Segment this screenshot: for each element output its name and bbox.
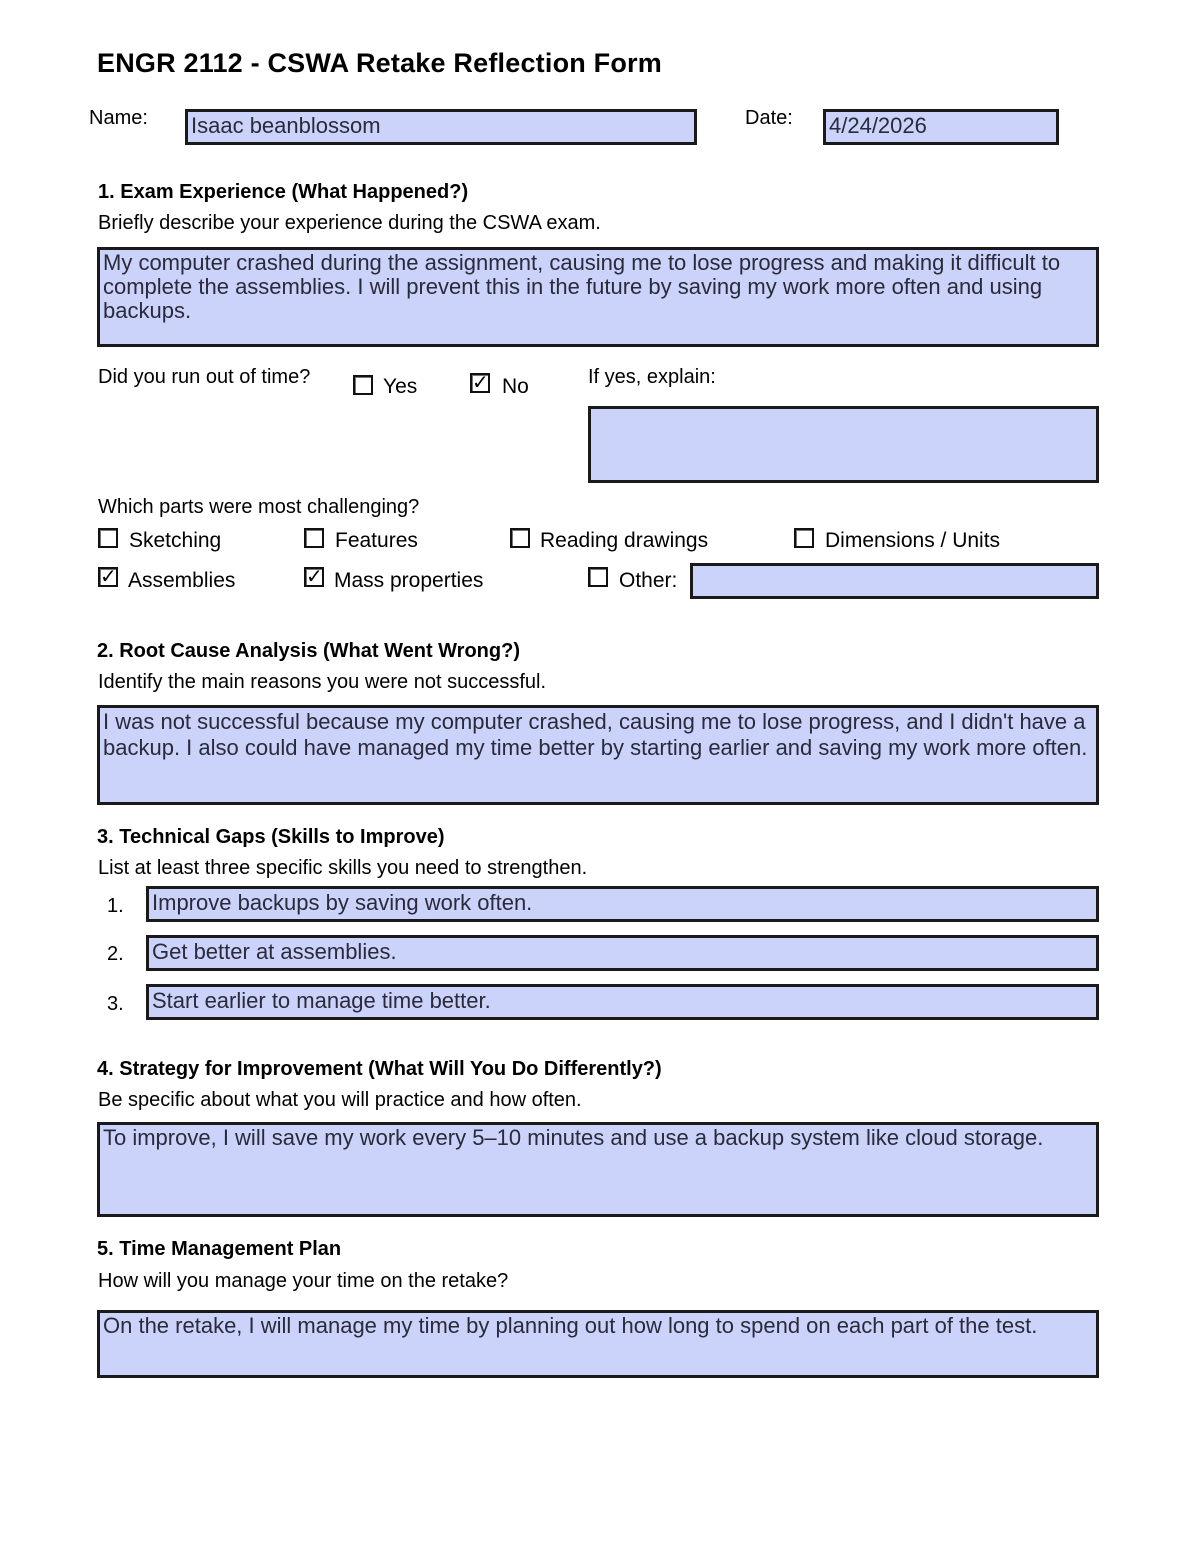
skill-number: 3.: [107, 993, 124, 1015]
section2-heading: 2. Root Cause Analysis (What Went Wrong?): [97, 640, 520, 662]
checkmark-icon: ✓: [472, 372, 489, 394]
sketching-label: Sketching: [129, 529, 222, 552]
other-label: Other:: [619, 569, 678, 592]
section3-prompt: List at least three specific skills you need to strengthen.: [98, 857, 588, 879]
checkmark-icon: ✓: [100, 566, 117, 588]
no-checkbox[interactable]: [470, 373, 490, 393]
features-label: Features: [335, 529, 418, 552]
skill-number: 2.: [107, 943, 124, 965]
date-label: Date:: [745, 107, 793, 129]
skill-number: 1.: [107, 895, 124, 917]
exam-experience-field[interactable]: My computer crashed during the assignment, causing me to lose progress and making it difficult to complete the assemblies. I will prevent this in the future by saving my work more often and using backups.: [97, 247, 1099, 347]
root-cause-field[interactable]: I was not successful because my computer crashed, causing me to lose progress, and I didn't have a backup. I also could have managed my time better by starting earlier and saving my work more often.: [97, 705, 1099, 805]
challenge-prompt: Which parts were most challenging?: [98, 496, 420, 518]
dimensions-units-checkbox[interactable]: [794, 528, 814, 548]
explain-label: If yes, explain:: [588, 366, 716, 388]
no-label: No: [502, 375, 529, 398]
skill-field-2[interactable]: Get better at assemblies.: [146, 935, 1099, 971]
skill-field-3[interactable]: Start earlier to manage time better.: [146, 984, 1099, 1020]
dimensions-units-label: Dimensions / Units: [825, 529, 1001, 552]
features-checkbox[interactable]: [304, 528, 324, 548]
other-checkbox[interactable]: [588, 567, 608, 587]
name-field[interactable]: Isaac beanblossom: [185, 109, 697, 145]
sketching-checkbox[interactable]: [98, 528, 118, 548]
section5-heading: 5. Time Management Plan: [97, 1238, 342, 1260]
yes-label: Yes: [383, 375, 418, 398]
date-field[interactable]: 4/24/2026: [823, 109, 1059, 145]
explain-field[interactable]: [588, 406, 1099, 483]
checkmark-icon: ✓: [306, 566, 323, 588]
section3-heading: 3. Technical Gaps (Skills to Improve): [97, 826, 445, 848]
time-plan-field[interactable]: On the retake, I will manage my time by planning out how long to spend on each part of the test.: [97, 1310, 1099, 1378]
reading-drawings-label: Reading drawings: [540, 529, 709, 552]
strategy-field[interactable]: To improve, I will save my work every 5–10 minutes and use a backup system like cloud storage.: [97, 1122, 1099, 1217]
time-question-label: Did you run out of time?: [98, 366, 311, 388]
section2-prompt: Identify the main reasons you were not successful.: [98, 671, 547, 693]
section4-heading: 4. Strategy for Improvement (What Will You Do Differently?): [97, 1058, 662, 1080]
form-title: ENGR 2112 - CSWA Retake Reflection Form: [97, 48, 662, 78]
section1-prompt: Briefly describe your experience during the CSWA exam.: [98, 212, 601, 234]
mass-properties-checkbox[interactable]: [304, 567, 324, 587]
assemblies-label: Assemblies: [128, 569, 236, 592]
yes-checkbox[interactable]: [353, 375, 373, 395]
other-field[interactable]: [690, 563, 1099, 599]
section1-heading: 1. Exam Experience (What Happened?): [98, 181, 469, 203]
name-label: Name:: [89, 107, 148, 129]
section4-prompt: Be specific about what you will practice and how often.: [98, 1089, 582, 1111]
skill-field-1[interactable]: Improve backups by saving work often.: [146, 886, 1099, 922]
reading-drawings-checkbox[interactable]: [510, 528, 530, 548]
section5-prompt: How will you manage your time on the retake?: [98, 1270, 509, 1292]
assemblies-checkbox[interactable]: [98, 567, 118, 587]
mass-properties-label: Mass properties: [334, 569, 484, 592]
